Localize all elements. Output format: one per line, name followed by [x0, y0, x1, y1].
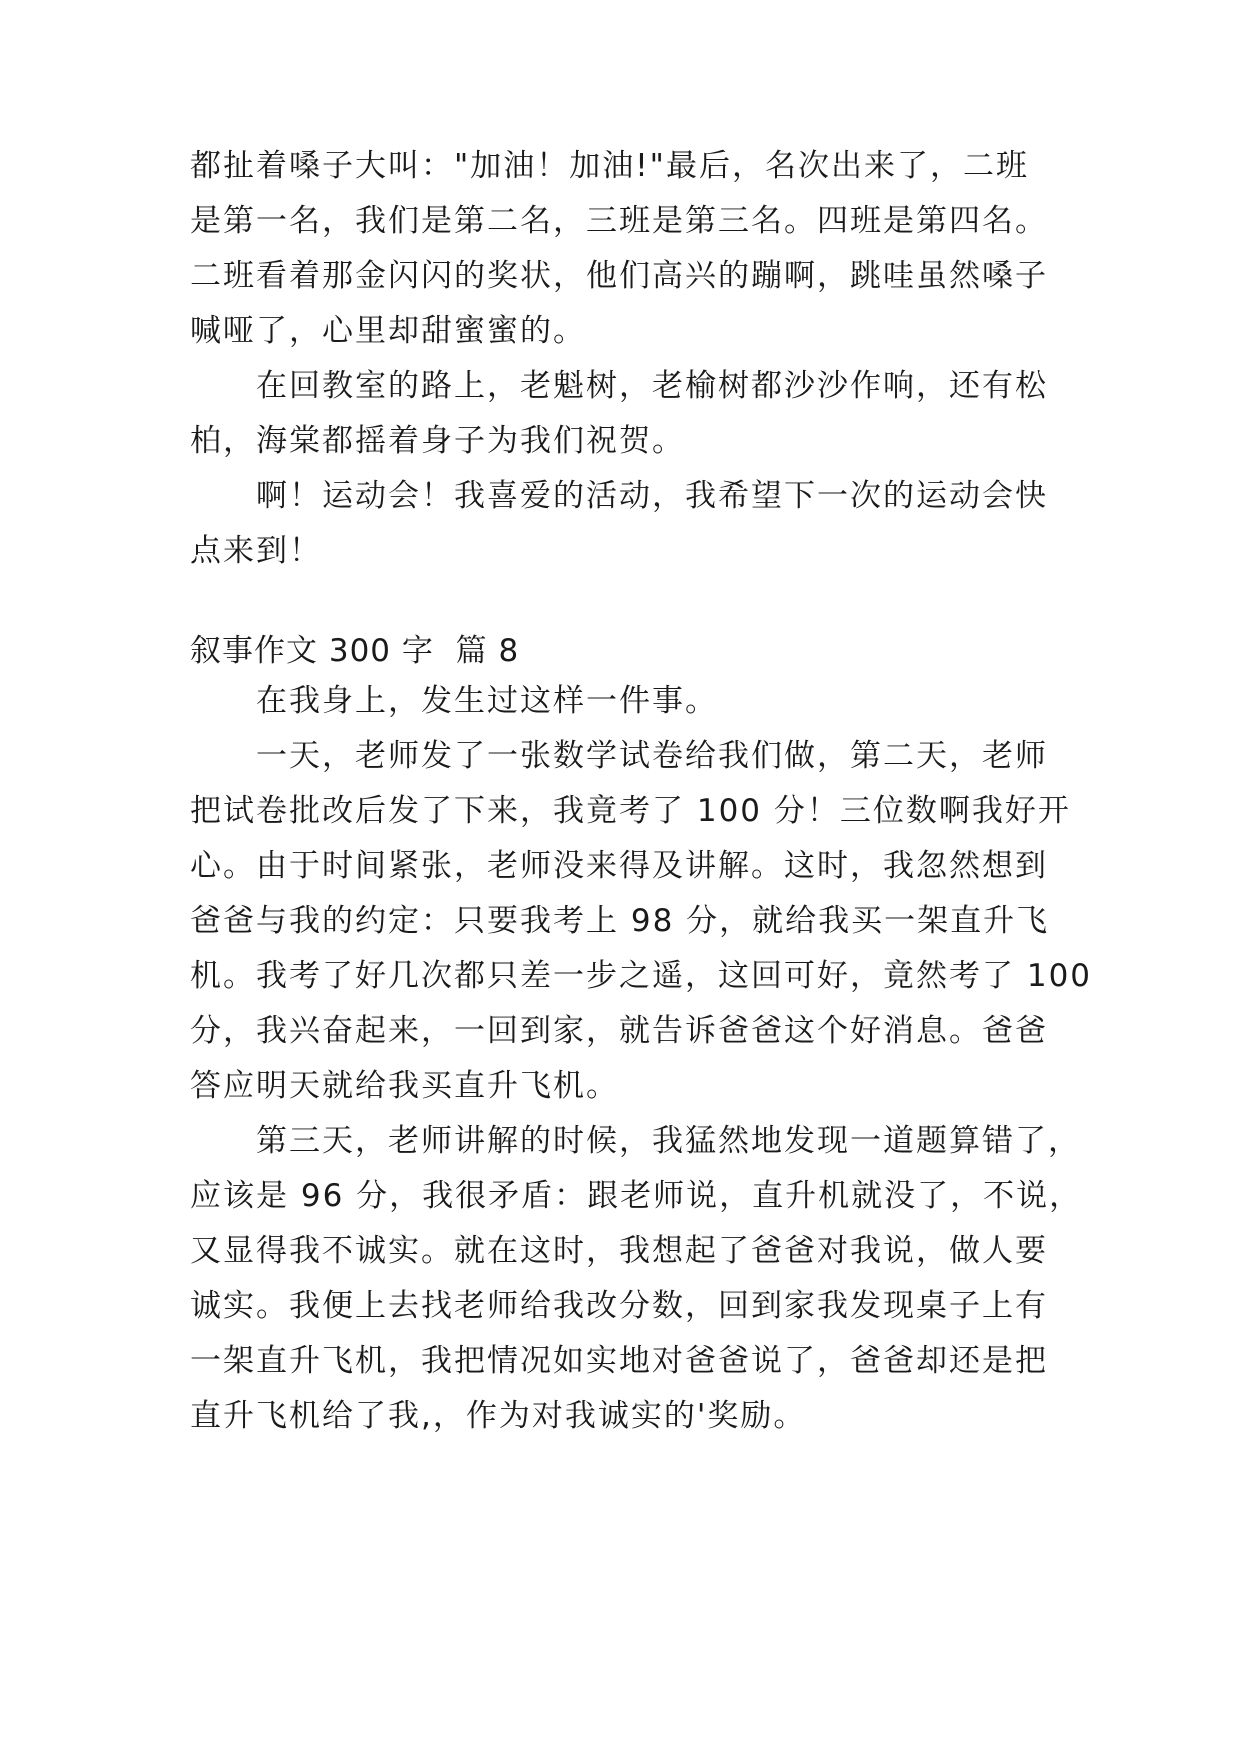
body-text-line: 答应明天就给我买直升飞机。 — [190, 1068, 619, 1104]
body-text-line: 爸爸与我的约定：只要我考上 98 分，就给我买一架直升飞 — [190, 903, 1050, 939]
body-text-line: 二班看着那金闪闪的奖状，他们高兴的蹦啊，跳哇虽然嗓子 — [190, 258, 1048, 294]
body-text-line: 在我身上，发生过这样一件事。 — [256, 683, 718, 719]
body-text-line: 直升飞机给了我,，作为对我诚实的'奖励。 — [190, 1398, 807, 1434]
body-text-line: 心。由于时间紧张，老师没来得及讲解。这时，我忽然想到 — [190, 848, 1048, 884]
body-text-line: 点来到！ — [190, 533, 322, 569]
body-text-line: 喊哑了，心里却甜蜜蜜的。 — [190, 313, 586, 349]
body-text-line: 柏，海棠都摇着身子为我们祝贺。 — [190, 423, 685, 459]
body-text-line: 第三天，老师讲解的时候，我猛然地发现一道题算错了， — [256, 1123, 1081, 1159]
body-text-line: 把试卷批改后发了下来，我竟考了 100 分！三位数啊我好开 — [190, 793, 1071, 829]
body-text-line: 诚实。我便上去找老师给我改分数，回到家我发现桌子上有 — [190, 1288, 1048, 1324]
body-text-line: 在回教室的路上，老魁树，老榆树都沙沙作响，还有松 — [256, 368, 1048, 404]
body-text-line: 分，我兴奋起来，一回到家，就告诉爸爸这个好消息。爸爸 — [190, 1013, 1048, 1049]
body-text-line: 一天，老师发了一张数学试卷给我们做，第二天，老师 — [256, 738, 1048, 774]
body-text-line: 机。我考了好几次都只差一步之遥，这回可好，竟然考了 100 — [190, 958, 1093, 994]
body-text-line: 啊！运动会！我喜爱的活动，我希望下一次的运动会快 — [256, 478, 1048, 514]
body-text-line: 一架直升飞机，我把情况如实地对爸爸说了，爸爸却还是把 — [190, 1343, 1048, 1379]
body-text-line: 又显得我不诚实。就在这时，我想起了爸爸对我说，做人要 — [190, 1233, 1048, 1269]
body-text-line: 是第一名，我们是第二名，三班是第三名。四班是第四名。 — [190, 203, 1048, 239]
body-text-line: 都扯着嗓子大叫："加油！加油!"最后，名次出来了，二班 — [190, 148, 1029, 184]
body-text-line: 应该是 96 分，我很矛盾：跟老师说，直升机就没了，不说， — [190, 1178, 1083, 1214]
section-heading: 叙事作文 300 字 篇 8 — [190, 633, 520, 669]
